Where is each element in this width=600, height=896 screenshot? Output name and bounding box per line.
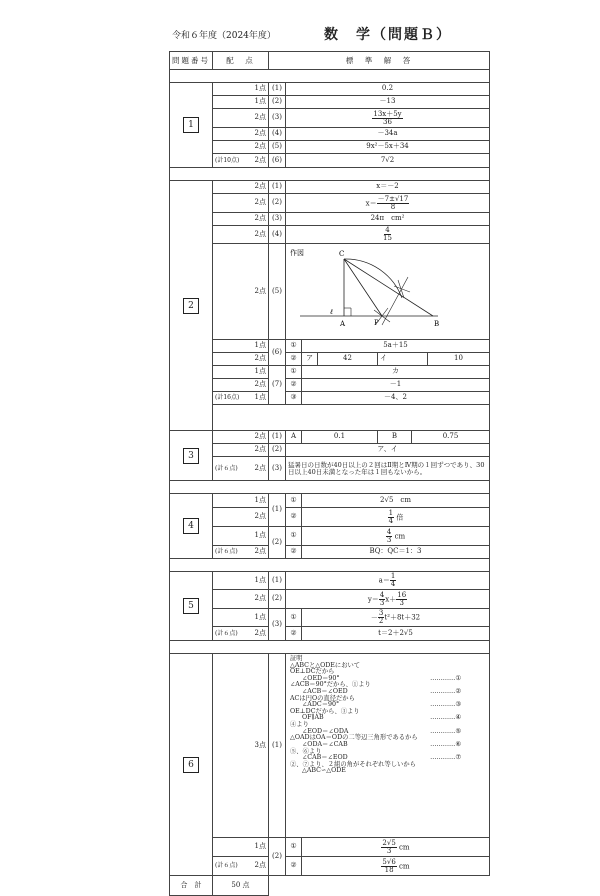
- denominator: 3: [399, 598, 404, 607]
- subtotal: (計10点): [215, 156, 240, 164]
- sub-number: (4): [269, 226, 286, 244]
- answer-2-3: 24π cm²: [286, 213, 490, 226]
- question-number-box: 3: [183, 448, 199, 464]
- row-3-1: [170, 431, 490, 444]
- page-header: [168, 24, 468, 44]
- sub-sub-number: ②: [286, 353, 302, 366]
- answer-2-4: [286, 226, 490, 244]
- total-row: [170, 876, 490, 896]
- proof-text: ∠ACB＝∠OED: [302, 688, 348, 696]
- numerator: 1: [390, 572, 396, 580]
- denominator: 8: [390, 202, 396, 211]
- unit: cm: [394, 532, 406, 540]
- answer-3-3: 猛暑日の日数が40日以上の２回はⅡ期とⅣ期の１回ずつであり、30日以上40日未満となった年は１回もないから。: [286, 457, 490, 481]
- points: 2点: [213, 244, 269, 340]
- proof-text: ②、⑦より、２組の角がそれぞれ等しいから: [290, 760, 416, 768]
- points-value: 2点: [254, 628, 266, 637]
- row-3-3: [170, 457, 490, 481]
- row-4-1-2: [170, 508, 490, 527]
- sub-number: (1): [269, 83, 286, 96]
- row-1-2: [170, 96, 490, 109]
- sub-number: (5): [269, 141, 286, 154]
- numerator: 16: [397, 590, 407, 599]
- line-label-l: ℓ: [330, 308, 333, 316]
- points: 2点: [213, 213, 269, 226]
- construction-marks: [394, 280, 410, 298]
- blank-label: ア: [302, 353, 318, 366]
- row-2-7-3: [170, 392, 490, 405]
- sub-number: (1): [269, 654, 286, 838]
- subtotal: (計６点): [215, 464, 238, 472]
- answer-2-6-2-a: 42: [318, 353, 378, 366]
- row-5-1: [170, 572, 490, 590]
- points: 1点: [213, 838, 269, 857]
- question-4: [170, 494, 213, 559]
- row-2-6-1: [170, 340, 490, 353]
- blank-label: A: [286, 431, 302, 444]
- points: 1点: [213, 527, 269, 546]
- numerator: 4: [379, 590, 385, 599]
- proof-text: OE⊥DCだから: [290, 668, 335, 676]
- unit: 倍: [396, 513, 404, 521]
- row-2-1: [170, 181, 490, 194]
- points: 2点: [213, 590, 269, 609]
- row-1-4: [170, 128, 490, 141]
- answer-6-2-2: [302, 857, 490, 876]
- answer-5-1: [286, 572, 490, 590]
- question-number-box: 4: [183, 518, 199, 534]
- question-2: [170, 181, 213, 431]
- proof-text: ACは円Oの直径だから: [290, 694, 355, 702]
- points: [213, 627, 269, 641]
- points: 2点: [213, 141, 269, 154]
- denominator: 15: [383, 234, 392, 242]
- points: 1点: [213, 609, 269, 627]
- sub-number: (1): [269, 494, 286, 527]
- proof-text: △ABCと△ODEにおいて: [290, 661, 361, 669]
- answer-4-2-2: BQ：QC＝1：3: [302, 546, 490, 559]
- answer-prefix: a＝: [378, 576, 390, 585]
- sub-sub-number: ②: [286, 379, 302, 392]
- proof-marker: …………④: [430, 714, 461, 722]
- sub-number: (7): [269, 366, 286, 405]
- answer-2-7-3: －4、2: [302, 392, 490, 405]
- question-1: [170, 83, 213, 168]
- sub-number: (1): [269, 181, 286, 194]
- numerator: 1: [388, 508, 394, 517]
- answer-1-2: －13: [286, 96, 490, 109]
- subtotal: (計16点): [215, 393, 240, 401]
- row-2-5: [170, 244, 490, 340]
- question-number-box: 2: [183, 298, 199, 314]
- proof-marker: …………①: [430, 674, 461, 682]
- answer-1-5: 9x²－5x＋34: [286, 141, 490, 154]
- row-6-2-1: [170, 838, 490, 857]
- points: 2点: [213, 431, 269, 444]
- denominator: 4: [388, 516, 394, 525]
- proof-text: ∠ADC＝90°: [302, 701, 340, 709]
- numerator: 3: [378, 609, 384, 617]
- answer-4-2-1: [302, 527, 490, 546]
- unit: cm: [399, 843, 410, 851]
- numerator: 2√5: [382, 838, 396, 847]
- answer-4-1-2: [302, 508, 490, 527]
- sub-number: (3): [269, 109, 286, 128]
- sub-sub-number: ②: [286, 857, 302, 876]
- page-title: 数 学（問題Ｂ）: [324, 27, 452, 43]
- row-5-3-2: [170, 627, 490, 641]
- numerator: 4: [386, 527, 392, 536]
- answer-2-1: x＝－2: [286, 181, 490, 194]
- sub-sub-number: ③: [286, 392, 302, 405]
- proof-text: ∠OED＝90°: [302, 674, 340, 682]
- points: 3点: [213, 654, 269, 838]
- row-1-1: [170, 83, 490, 96]
- answer-1-3: [286, 109, 490, 128]
- sub-sub-number: ②: [286, 508, 302, 527]
- points: 2点: [213, 508, 269, 527]
- proof-text: 証明: [290, 655, 303, 662]
- col-header-points: 配 点: [213, 52, 269, 70]
- numerator: 13x＋5y: [373, 109, 402, 118]
- sub-number: (2): [269, 838, 286, 876]
- proof-line: [290, 715, 485, 722]
- points: [213, 546, 269, 559]
- point-B: B: [434, 320, 440, 328]
- answer-6-2-1: [302, 838, 490, 857]
- row-5-2: [170, 590, 490, 609]
- answer-3-1-b: 0.75: [412, 431, 490, 444]
- question-number-box: 6: [183, 757, 199, 773]
- answer-prefix: x＝: [365, 199, 377, 207]
- sub-number: (6): [269, 340, 286, 366]
- total-points: 50 点: [213, 876, 269, 896]
- col-header-answer: 標 準 解 答: [269, 52, 490, 70]
- sub-number: (2): [269, 96, 286, 109]
- answer-middle: x＋: [385, 595, 397, 603]
- row-4-1-1: [170, 494, 490, 508]
- row-6-2-2: [170, 857, 490, 876]
- points: [213, 154, 269, 168]
- numerator: 4: [385, 226, 390, 234]
- proof-marker: …………⑤: [430, 727, 461, 735]
- row-2-3: [170, 213, 490, 226]
- row-3-2: [170, 444, 490, 457]
- points: 2点: [213, 226, 269, 244]
- answer-5-2: [286, 590, 490, 609]
- answer-2-7-1: カ: [302, 366, 490, 379]
- proof-text: ④より: [290, 721, 309, 729]
- answer-prefix: －: [370, 613, 378, 622]
- row-2-7-2: [170, 379, 490, 392]
- sub-number: (2): [269, 590, 286, 609]
- sub-number: (2): [269, 527, 286, 559]
- points: 1点: [213, 96, 269, 109]
- row-5-3-1: [170, 609, 490, 627]
- figure-label: 作図: [290, 249, 304, 257]
- subtotal: (計６点): [215, 629, 238, 637]
- proof-text: △ABC∽△ODE: [302, 767, 346, 775]
- blank-label: B: [378, 431, 412, 444]
- denominator: 4: [390, 580, 396, 588]
- answer-1-1: 0.2: [286, 83, 490, 96]
- sub-number: (6): [269, 154, 286, 168]
- answer-prefix: y＝: [367, 595, 379, 603]
- point-P: P: [374, 319, 379, 327]
- points-value: 2点: [254, 463, 266, 472]
- proof-marker: …………②: [430, 688, 461, 696]
- points: 1点: [213, 340, 269, 353]
- question-number-box: 1: [183, 117, 199, 133]
- points: 2点: [213, 194, 269, 213]
- answer-suffix: t²＋8t＋32: [384, 613, 421, 622]
- sub-number: (3): [269, 213, 286, 226]
- numerator: －7±√17: [377, 194, 409, 203]
- sub-number: (5): [269, 244, 286, 340]
- row-2-6-2: [170, 353, 490, 366]
- sub-sub-number: ①: [286, 527, 302, 546]
- sub-sub-number: ②: [286, 546, 302, 559]
- col-header-question: 問題番号: [170, 52, 213, 70]
- question-5: [170, 572, 213, 641]
- row-6-1: [170, 654, 490, 838]
- row-2-4: [170, 226, 490, 244]
- denominator: 18: [384, 865, 394, 874]
- proof-text: ∠ODA＝∠CAB: [302, 740, 348, 748]
- points: [213, 457, 269, 481]
- segment-CB: [344, 259, 433, 316]
- answer-3-1-a: 0.1: [302, 431, 378, 444]
- answer-2-6-2-b: 10: [428, 353, 490, 366]
- proof-lines: [290, 656, 485, 775]
- exam-year: 令和６年度（2024年度）: [172, 31, 276, 41]
- construction-diagram: [286, 244, 482, 338]
- blank-label: イ: [378, 353, 428, 366]
- question-3: [170, 431, 213, 481]
- denominator: 3: [386, 535, 392, 544]
- denominator: 3: [386, 846, 392, 855]
- points: [213, 392, 269, 405]
- subtotal: (計６点): [215, 547, 238, 555]
- sub-sub-number: ①: [286, 340, 302, 353]
- sub-sub-number: ①: [286, 494, 302, 508]
- denominator: 36: [383, 117, 392, 126]
- points: [213, 857, 269, 876]
- answer-1-4: －34a: [286, 128, 490, 141]
- points: 2点: [213, 353, 269, 366]
- proof-marker: …………③: [430, 701, 461, 709]
- points-value: 1点: [254, 393, 266, 402]
- proof-text: △OADはOA＝ODの二等辺三角形であるから: [290, 734, 418, 742]
- proof-box: [286, 654, 490, 838]
- points: 1点: [213, 494, 269, 508]
- construction-figure: [286, 244, 490, 340]
- proof-text: ⑤、⑥より: [290, 747, 322, 755]
- answer-2-6-1: 5a＋15: [302, 340, 490, 353]
- row-1-3: [170, 109, 490, 128]
- proof-line: [290, 768, 485, 775]
- points: 2点: [213, 181, 269, 194]
- points: 1点: [213, 83, 269, 96]
- points: 1点: [213, 572, 269, 590]
- points-value: 2点: [254, 861, 266, 870]
- question-number-box: 5: [183, 598, 199, 614]
- proof-text: OF∥AB: [302, 714, 324, 722]
- proof-text: ∠ACB＝90°だから、①より: [290, 681, 371, 689]
- sub-sub-number: ①: [286, 838, 302, 857]
- points: 2点: [213, 444, 269, 457]
- numerator: 5√6: [382, 857, 396, 866]
- unit: cm: [399, 862, 410, 870]
- proof-marker: …………⑥: [430, 740, 461, 748]
- sub-number: (1): [269, 572, 286, 590]
- points-value: 2点: [254, 547, 266, 556]
- points: 2点: [213, 128, 269, 141]
- answer-5-3-2: t＝2＋2√5: [302, 627, 490, 641]
- sub-number: (1): [269, 431, 286, 444]
- point-A: A: [340, 320, 346, 328]
- answer-5-3-1: [302, 609, 490, 627]
- row-2-7-1: [170, 366, 490, 379]
- answer-2-2: [286, 194, 490, 213]
- row-1-6: [170, 154, 490, 168]
- sub-number: (2): [269, 444, 286, 457]
- sub-sub-number: ①: [286, 609, 302, 627]
- proof-marker: …………⑦: [430, 754, 461, 762]
- total-label: 合 計: [170, 876, 213, 896]
- denominator: 3: [379, 598, 385, 607]
- denominator: 2: [378, 617, 384, 625]
- point-C: C: [339, 250, 345, 258]
- subtotal: (計６点): [215, 861, 238, 869]
- points: 1点: [213, 366, 269, 379]
- proof-text: OE⊥DCだから、③より: [290, 707, 360, 715]
- answer-key-table: [169, 51, 490, 896]
- sub-sub-number: ②: [286, 627, 302, 641]
- row-4-2-1: [170, 527, 490, 546]
- question-6: [170, 654, 213, 876]
- answer-3-2: ア、イ: [286, 444, 490, 457]
- row-1-5: [170, 141, 490, 154]
- answer-1-6: 7√2: [286, 154, 490, 168]
- sub-number: (3): [269, 609, 286, 641]
- points-value: 2点: [254, 155, 266, 164]
- sub-number: (4): [269, 128, 286, 141]
- proof-text: ∠CAB＝∠EOD: [302, 754, 348, 762]
- sub-sub-number: ①: [286, 366, 302, 379]
- answer-2-7-2: －1: [302, 379, 490, 392]
- answer-4-1-1: 2√5 cm: [302, 494, 490, 508]
- sub-number: (3): [269, 457, 286, 481]
- points: 2点: [213, 109, 269, 128]
- header-row: [170, 52, 490, 70]
- row-2-2: [170, 194, 490, 213]
- sub-number: (2): [269, 194, 286, 213]
- row-4-2-2: [170, 546, 490, 559]
- points: 2点: [213, 379, 269, 392]
- proof-text: ∠EOD＝∠ODA: [302, 727, 349, 735]
